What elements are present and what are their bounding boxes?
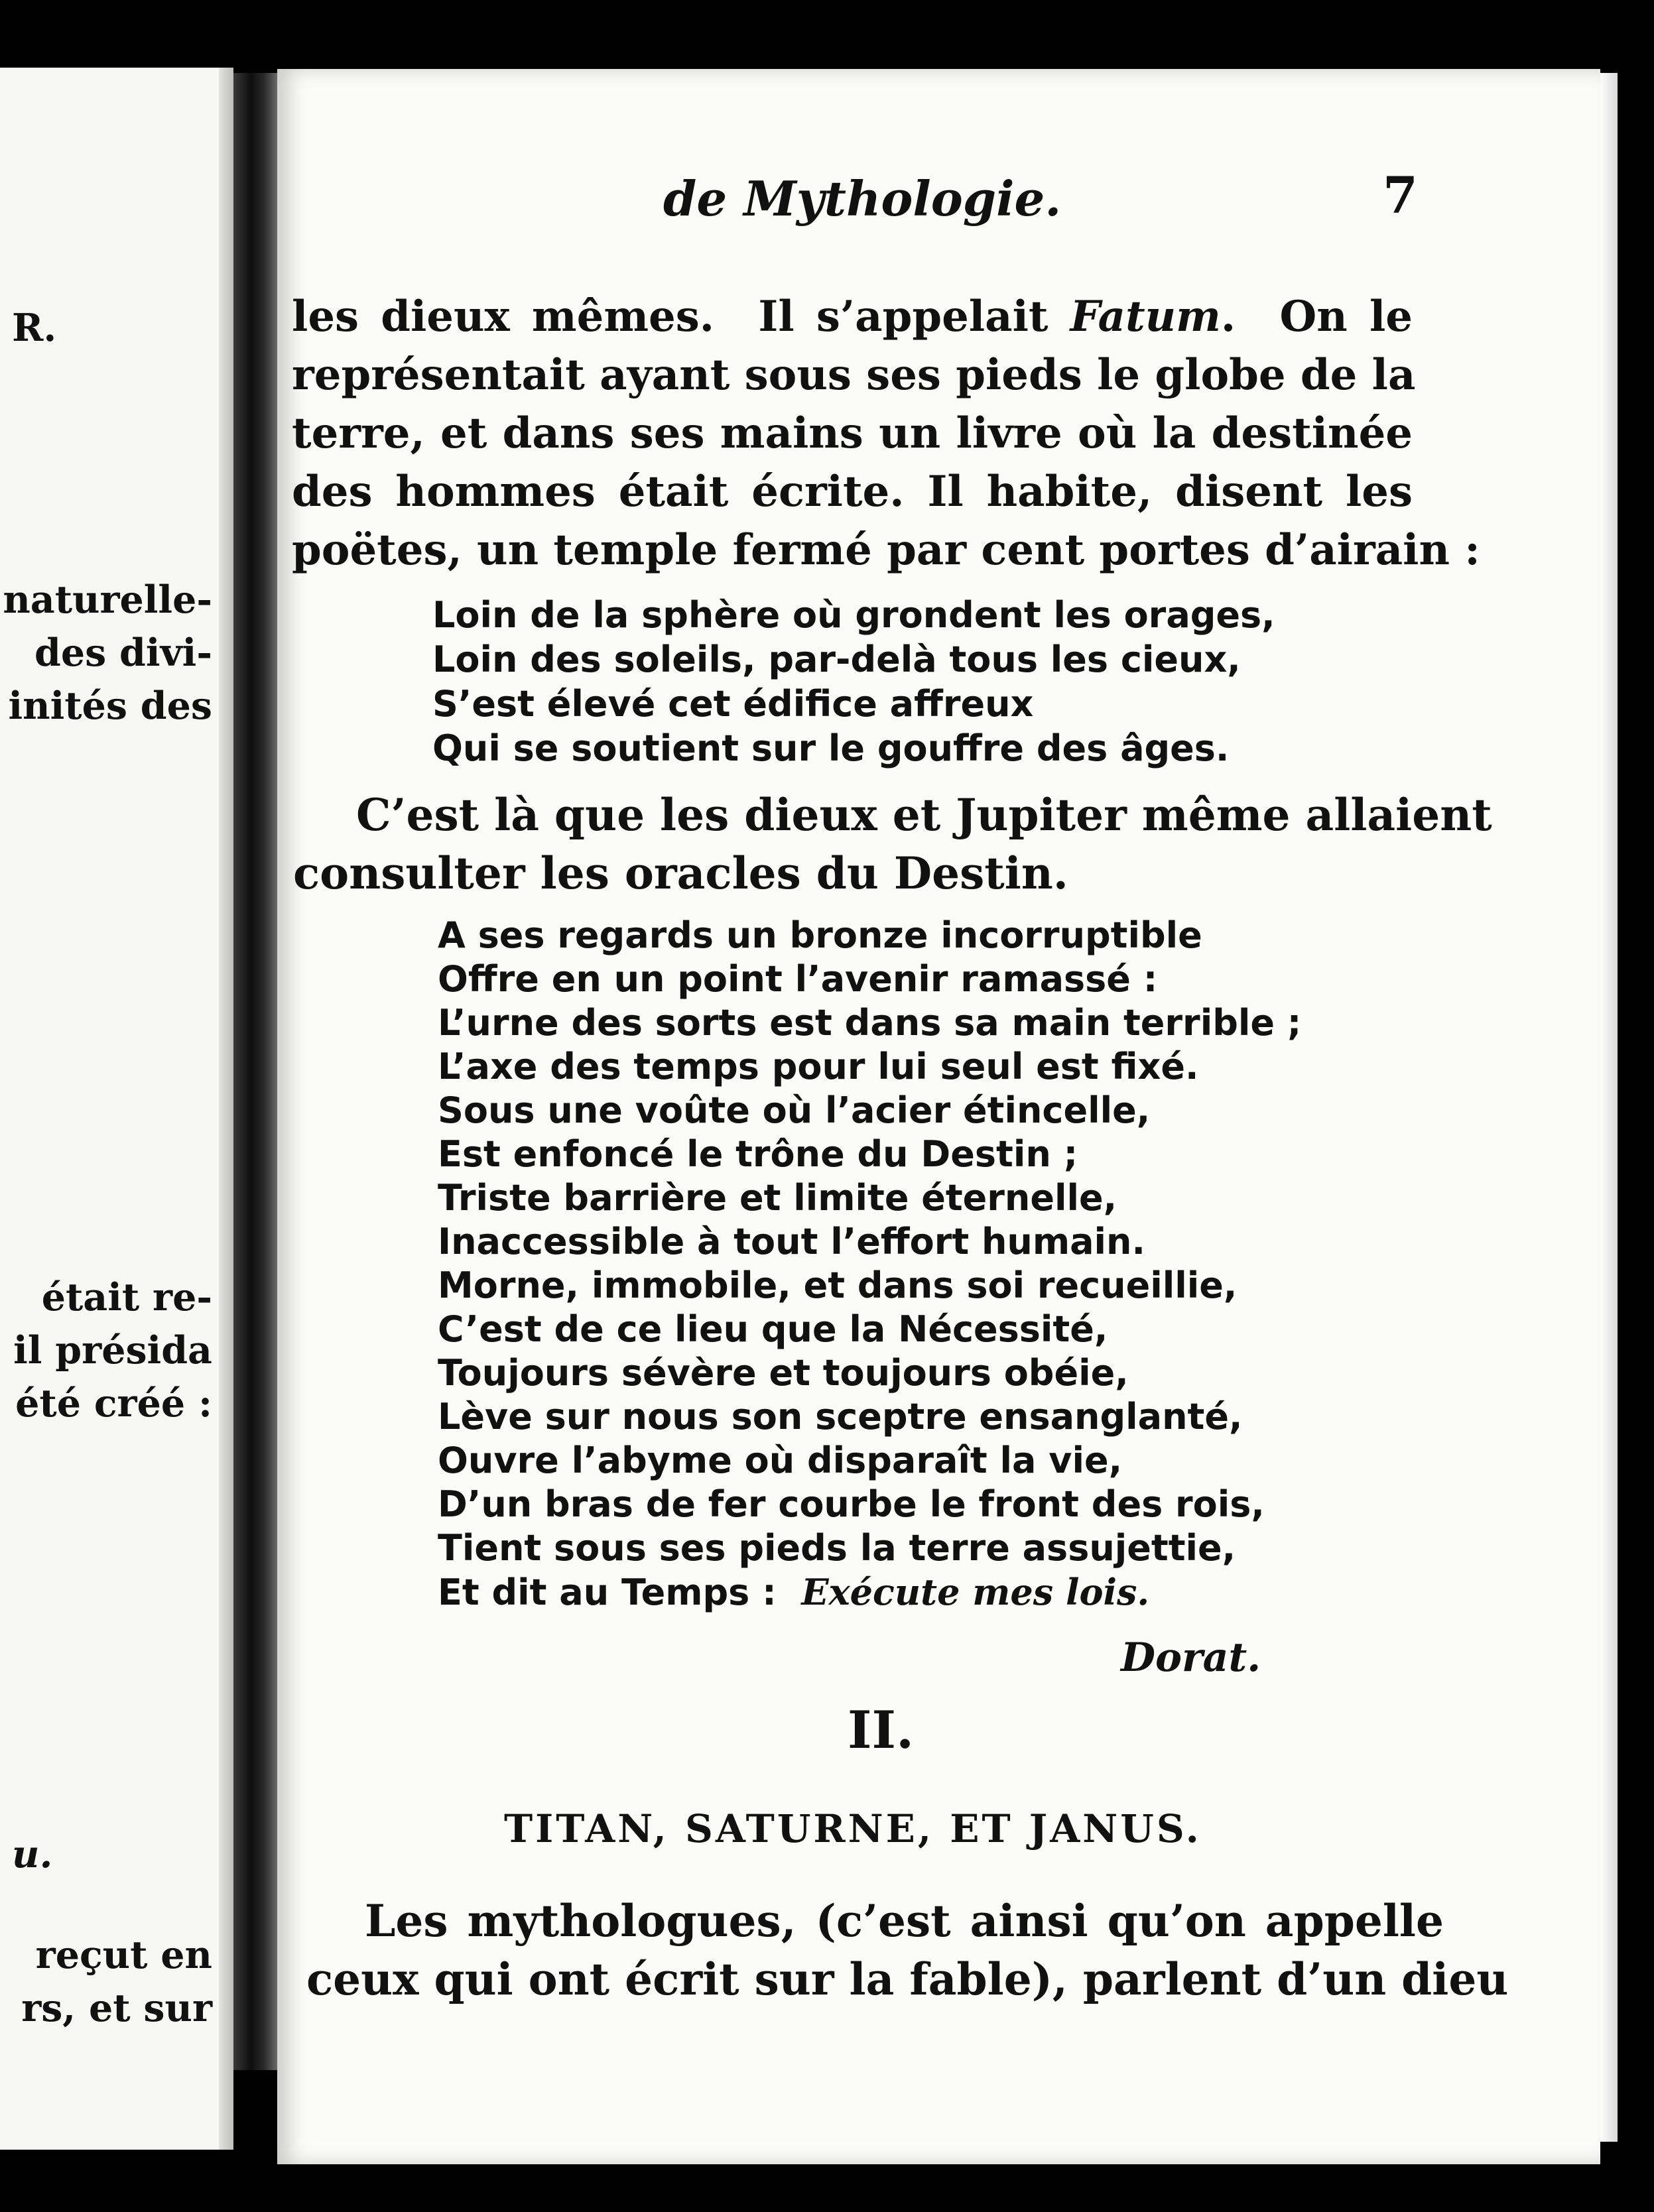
verse-line: Tient sous ses pieds la terre assujettie, — [438, 1527, 1236, 1569]
paragraph-1-line: poëtes, un temple fermé par cent portes d’airain : — [292, 525, 1480, 575]
verse-line: Inaccessible à tout l’effort humain. — [438, 1221, 1146, 1262]
left-page-line: u. — [12, 1832, 53, 1876]
book-spine — [233, 73, 277, 2070]
left-page-line: rs, et sur — [21, 1986, 212, 2030]
paragraph-1-line: des hommes était écrite. Il habite, disent les — [292, 467, 1413, 517]
chapter-title: TITAN, SATURNE, ET JANUS. — [504, 1806, 1202, 1851]
verse-line: L’urne des sorts est dans sa main terrible ; — [438, 1002, 1302, 1044]
verse-line: Ouvre l’abyme où disparaît la vie, — [438, 1440, 1123, 1481]
verse-line: Sous une voûte où l’acier étincelle, — [438, 1089, 1151, 1131]
left-page-gutter-shadow — [219, 68, 233, 2150]
left-page-line: reçut en — [35, 1933, 212, 1977]
verse-line-plain: Et dit au Temps : — [438, 1571, 777, 1613]
verse-line: C’est de ce lieu que la Nécessité, — [438, 1308, 1108, 1350]
verse-line: A ses regards un bronze incorruptible — [438, 914, 1202, 956]
paragraph-2-line: consulter les oracles du Destin. — [293, 847, 1068, 899]
paragraph-1-line: les dieux mêmes. Il s’appelait Fatum. On le — [292, 292, 1413, 341]
section-number: II. — [848, 1700, 915, 1760]
left-page-line: naturelle- — [3, 578, 212, 622]
verse-line: Loin de la sphère où grondent les orages, — [432, 594, 1275, 636]
verse-line: S’est élevé cet édifice affreux — [432, 683, 1034, 725]
left-page-line: il présida — [13, 1328, 212, 1373]
right-page-edge — [1600, 73, 1618, 2142]
verse-line: Triste barrière et limite éternelle, — [438, 1177, 1117, 1219]
verse-line: Morne, immobile, et dans soi recueillie, — [438, 1264, 1238, 1306]
verse-line: Est enfoncé le trône du Destin ; — [438, 1133, 1078, 1175]
verse-line: Lève sur nous son sceptre ensanglanté, — [438, 1396, 1243, 1438]
page-number: 7 — [1383, 166, 1418, 225]
left-page-line: inités des — [8, 684, 212, 728]
left-page-line: des divi- — [34, 631, 212, 675]
left-page-line: R. — [12, 306, 57, 350]
verse-line: L’axe des temps pour lui seul est fixé. — [438, 1046, 1199, 1087]
poem-attribution: Dorat. — [1121, 1634, 1261, 1681]
verse-line — [438, 1570, 1149, 1615]
left-page-fragment — [0, 68, 233, 2150]
verse-line: Qui se soutient sur le gouffre des âges. — [432, 727, 1230, 769]
paragraph-1-line: terre, et dans ses mains un livre où la destinée — [292, 408, 1413, 458]
paragraph-2-line: C’est là que les dieux et Jupiter même allaient — [356, 789, 1492, 841]
left-page-line: était re- — [41, 1275, 212, 1320]
verse-line: Toujours sévère et toujours obéie, — [438, 1352, 1129, 1394]
running-title: de Mythologie. — [663, 170, 1062, 227]
verse-line: Loin des soleils, par-delà tous les cieux, — [432, 639, 1241, 680]
verse-line: D’un bras de fer courbe le front des rois, — [438, 1483, 1265, 1525]
paragraph-3-line: ceux qui ont écrit sur la fable), parlent d’un dieu — [306, 1953, 1509, 2005]
verse-line-italic: Exécute mes lois. — [801, 1571, 1150, 1613]
italic-term: Fatum — [1070, 292, 1221, 341]
verse-line: Offre en un point l’avenir ramassé : — [438, 958, 1158, 1000]
paragraph-1-line: représentait ayant sous ses pieds le globe de la — [292, 350, 1416, 400]
paragraph-3-line: Les mythologues, (c’est ainsi qu’on appelle — [365, 1895, 1444, 1947]
left-page-line: été créé : — [15, 1381, 212, 1426]
